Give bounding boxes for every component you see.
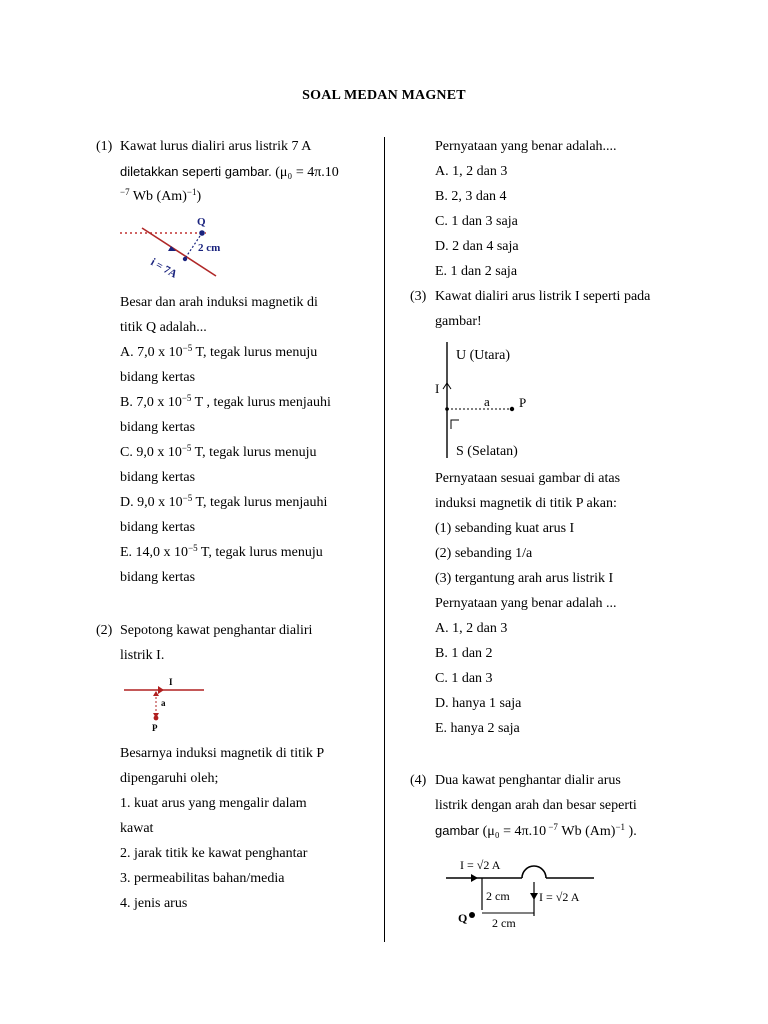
label-a: a	[484, 394, 490, 409]
label-p: P	[519, 395, 527, 410]
down-arrow-icon	[530, 893, 538, 900]
q1-question-line2: titik Q adalah...	[120, 320, 207, 335]
question-2-text	[120, 618, 312, 668]
q3-statement: Pernyataan yang benar adalah ...	[435, 596, 617, 611]
figure-wire-point-q	[118, 212, 228, 282]
q1-line1: Kawat lurus dialiri arus listrik 7 A	[120, 139, 312, 154]
q1-unit: Wb (Am)	[129, 189, 187, 204]
q1-line2	[120, 159, 339, 184]
label-q: Q	[197, 216, 206, 228]
wire-foot-dot	[445, 407, 449, 411]
wire-bump	[522, 866, 546, 878]
q2-item-1: 1. kuat arus yang mengalir dalam	[120, 796, 307, 811]
q1-line2-a: diletakkan seperti gambar.	[120, 164, 272, 179]
q1-option-a-cont: bidang kertas	[120, 370, 196, 385]
q2-question-line1: Besarnya induksi magnetik di titik P	[120, 746, 325, 761]
foot-dot	[183, 257, 187, 261]
label-north: U (Utara)	[456, 348, 511, 363]
label-i: I	[435, 381, 440, 396]
q2-statement: Pernyataan yang benar adalah....	[435, 139, 617, 154]
q1-option-b-cont: bidang kertas	[120, 420, 196, 435]
q4-line2: listrik dengan arah dan besar seperti	[435, 798, 637, 813]
q1-exp-2: −1	[186, 187, 197, 197]
point-p-dot	[510, 407, 514, 411]
label-distance: 2 cm	[198, 242, 221, 254]
label-current-1: I = √2 A	[460, 858, 501, 872]
q3-option-a: A. 1, 2 dan 3	[435, 621, 508, 636]
q2-option-d: D. 2 dan 4 saja	[435, 239, 519, 254]
q3-option-e: E. hanya 2 saja	[435, 721, 520, 736]
figure-vertical-wire	[430, 340, 550, 462]
label-distance-2: 2 cm	[492, 916, 516, 930]
q1-option-b: B. 7,0 x $10^{-5}$ T , tegak lurus menjauhi	[120, 393, 331, 410]
point-p-dot	[154, 716, 159, 721]
q3-question-line1: Pernyataan sesuai gambar di atas	[435, 471, 621, 486]
q1-option-c: C. 9,0 x $10^{-5}$ T, tegak lurus menuju	[120, 443, 317, 460]
q1-option-e-cont: bidang kertas	[120, 570, 196, 585]
question-3-number: (3)	[410, 289, 427, 304]
q2-item-4: 4. jenis arus	[120, 896, 188, 911]
q2-item-3: 3. permeabilitas bahan/media	[120, 871, 285, 886]
q2-line2: listrik I.	[120, 648, 165, 663]
question-4-text	[435, 768, 637, 843]
q1-option-e: E. 14,0 x $10^{-5}$ T, tegak lurus menuju	[120, 543, 323, 560]
q3-item-1: (1) sebanding kuat arus I	[435, 521, 575, 536]
figure-wire-point-p	[120, 676, 210, 734]
q1-exp-1: −7	[120, 187, 130, 197]
page-title: SOAL MEDAN MAGNET	[302, 88, 466, 103]
question-4-number: (4)	[410, 773, 427, 788]
label-south: S (Selatan)	[456, 444, 518, 459]
label-p: P	[152, 723, 158, 733]
figure-two-wires	[442, 848, 612, 930]
q3-line1: Kawat dialiri arus listrik I seperti pada	[435, 289, 651, 304]
current-arrow-icon	[158, 686, 164, 694]
label-distance-1: 2 cm	[486, 889, 510, 903]
q4-line3: gambar (μ₀ = 4π.10 $^{-7}$ Wb $(Am)^{-1}$ ).	[435, 822, 637, 839]
column-divider	[384, 137, 385, 942]
q1-option-d-cont: bidang kertas	[120, 520, 196, 535]
q1-line3	[120, 184, 339, 209]
q3-option-c: C. 1 dan 3	[435, 671, 493, 686]
q2-item-2: 2. jarak titik ke kawat penghantar	[120, 846, 308, 861]
q2-option-a: A. 1, 2 dan 3	[435, 164, 508, 179]
question-3-text	[435, 284, 650, 334]
point-q-dot	[199, 230, 205, 236]
question-2-number: (2)	[96, 623, 113, 638]
question-1-number: (1)	[96, 139, 113, 154]
question-2-body	[120, 741, 324, 916]
q3-question-line2: induksi magnetik di titik P akan:	[435, 496, 617, 511]
question-1-body	[120, 290, 331, 590]
q2-option-c: C. 1 dan 3 saja	[435, 214, 518, 229]
q2-line1: Sepotong kawat penghantar dialiri	[120, 623, 313, 638]
question-1-text	[120, 134, 339, 209]
q2-question-line2: dipengaruhi oleh;	[120, 771, 219, 786]
q4-line1: Dua kawat penghantar dialir arus	[435, 773, 621, 788]
label-q: Q	[458, 911, 468, 925]
q3-option-b: B. 1 dan 2	[435, 646, 493, 661]
q3-line2: gambar!	[435, 314, 482, 329]
q3-option-d: D. hanya 1 saja	[435, 696, 522, 711]
q2-option-e: E. 1 dan 2 saja	[435, 264, 518, 279]
q2-item-1-cont: kawat	[120, 821, 154, 836]
q3-item-2: (2) sebanding 1/a	[435, 546, 533, 561]
q3-item-3: (3) tergantung arah arus listrik I	[435, 571, 614, 586]
label-i: I	[169, 677, 173, 687]
question-2-answers	[435, 134, 617, 284]
q1-option-d: D. 9,0 x $10^{-5}$ T, tegak lurus menjauhi	[120, 493, 328, 510]
q1-line2-b: (μ₀ = 4π.10	[271, 165, 339, 180]
label-current-2: I = √2 A	[539, 890, 580, 904]
label-current: i = 7A	[148, 256, 179, 281]
q1-close-paren: )	[196, 189, 202, 204]
q1-option-c-cont: bidang kertas	[120, 470, 196, 485]
point-q-dot	[469, 912, 475, 918]
q2-option-b: B. 2, 3 dan 4	[435, 189, 507, 204]
current-arrow-icon	[471, 874, 478, 882]
label-a: a	[161, 698, 166, 708]
q1-option-a: A. 7,0 x $10^{-5}$ T, tegak lurus menuju	[120, 343, 318, 360]
right-angle-mark	[451, 420, 459, 429]
q1-question-line1: Besar dan arah induksi magnetik di	[120, 295, 318, 310]
question-3-body	[435, 466, 620, 741]
